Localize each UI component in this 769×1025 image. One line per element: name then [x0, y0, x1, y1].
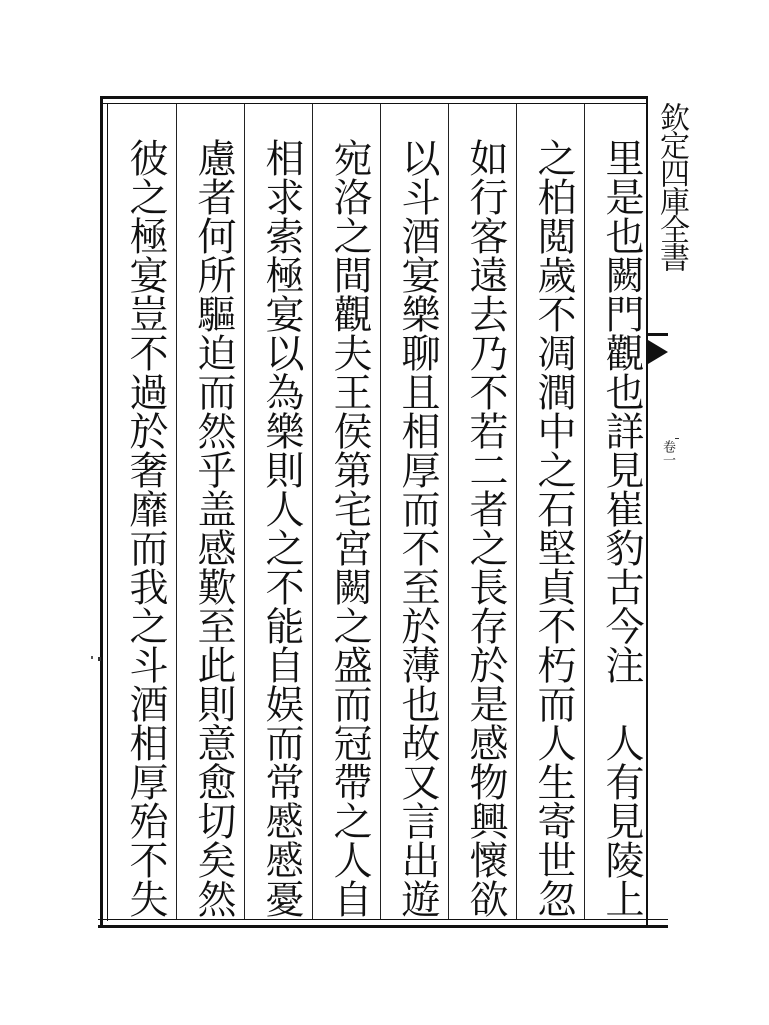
text-column-3: 如行客遠去乃不若二者之長存於是感物興懷欲: [463, 138, 508, 918]
text-column-5: 宛洛之間觀夫王侯第宅宮闕之盛而冠帶之人自: [327, 138, 372, 918]
binding-mark: [91, 656, 93, 659]
column-rule: [312, 104, 313, 919]
book-title: 欽定四庫全書: [654, 102, 689, 270]
column-rule: [584, 104, 585, 919]
text-column-7: 慮者何所驅迫而然乎盖感歎至此則意愈切矣然: [191, 138, 236, 918]
text-column-2: 之柏閲歲不凋澗中之石堅貞不朽而人生寄世忽: [531, 138, 576, 918]
fish-tail-mark: [648, 340, 668, 364]
column-rule: [244, 104, 245, 919]
column-rule: [448, 104, 449, 919]
frame-right-border: [646, 96, 648, 927]
text-column-8: 彼之極宴豈不過於奢靡而我之斗酒相厚殆不失: [123, 138, 168, 918]
margin-tick: [675, 438, 679, 439]
fish-tail-bar: [648, 333, 668, 336]
text-column-1: 里是也闕門觀也詳見崔豹古今注 人有見陵上: [599, 138, 644, 918]
text-column-4: 以斗酒宴樂聊且相厚而不至於薄也故又言出遊: [395, 138, 440, 918]
column-rule: [380, 104, 381, 919]
text-column-6: 相求索極宴以為樂則人之不能自娱而常慼慼憂: [259, 138, 304, 918]
binding-mark: [98, 657, 101, 661]
frame-bottom-inner-border: [98, 919, 668, 920]
column-rule: [176, 104, 177, 919]
frame-left-inner-border: [107, 103, 108, 921]
frame-top-inner-border: [100, 103, 648, 104]
frame-left-border: [100, 96, 103, 927]
frame-top-border: [100, 96, 648, 99]
volume-label: 卷一: [660, 440, 675, 466]
frame-bottom-border: [98, 925, 668, 928]
column-rule: [516, 104, 517, 919]
